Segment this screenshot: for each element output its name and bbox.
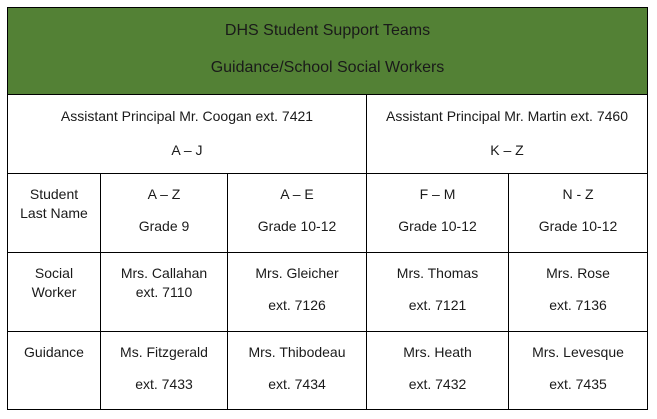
staff-name: Mrs. Levesque <box>532 344 624 360</box>
letter-range: A – Z <box>147 186 181 202</box>
grade-label: Grade 10-12 <box>538 218 618 234</box>
staff-extension: ext. 7136 <box>549 297 607 313</box>
ap-martin-cell <box>367 96 647 173</box>
letter-range: F – M <box>419 186 456 202</box>
letter-range: N - Z <box>562 186 594 202</box>
social-worker-cell <box>228 253 366 331</box>
ap-martin-label: Assistant Principal Mr. Martin ext. 7460 <box>386 108 628 124</box>
staff-extension: ext. 7435 <box>549 376 607 392</box>
letter-range: A – E <box>280 186 314 202</box>
staff-name: Mrs. Thomas <box>396 265 479 281</box>
ap-martin-range: K – Z <box>490 142 524 158</box>
staff-extension: ext. 7432 <box>408 376 467 392</box>
guidance-cell <box>228 332 366 409</box>
table-header <box>8 8 647 95</box>
row-label: Worker <box>31 284 77 300</box>
staff-name: Ms. Fitzgerald <box>120 344 208 360</box>
ap-coogan-range: A – J <box>171 142 203 158</box>
student-range-cell <box>228 174 366 252</box>
student-last-name-header <box>8 174 100 252</box>
row-label: Last Name <box>20 205 88 221</box>
grade-label: Grade 10-12 <box>398 218 477 234</box>
table-title: DHS Student Support Teams <box>224 22 431 39</box>
guidance-header <box>8 332 100 409</box>
social-worker-cell <box>101 253 227 331</box>
row-label: Social <box>34 265 74 281</box>
grade-label: Grade 10-12 <box>257 218 337 234</box>
row-label: Student <box>29 186 79 202</box>
row-label: Guidance <box>24 344 84 360</box>
guidance-cell <box>509 332 647 409</box>
ap-coogan-label: Assistant Principal Mr. Coogan ext. 7421 <box>60 108 314 124</box>
student-range-cell <box>509 174 647 252</box>
grade-label: Grade 9 <box>138 218 190 234</box>
student-support-table <box>7 7 648 410</box>
staff-name: Mrs. Heath <box>403 344 472 360</box>
ap-coogan-cell <box>8 96 366 173</box>
staff-extension: ext. 7433 <box>135 376 193 392</box>
staff-name: Mrs. Gleicher <box>255 265 339 281</box>
staff-name: Mrs. Thibodeau <box>248 344 346 360</box>
student-range-cell <box>101 174 227 252</box>
staff-name: Mrs. Rose <box>546 265 610 281</box>
staff-extension: ext. 7126 <box>268 297 326 313</box>
table-subtitle: Guidance/School Social Workers <box>210 59 445 76</box>
staff-extension: ext. 7121 <box>408 297 467 313</box>
social-worker-cell <box>509 253 647 331</box>
guidance-cell <box>101 332 227 409</box>
staff-name: Mrs. Callahan <box>120 265 208 281</box>
social-worker-cell <box>367 253 508 331</box>
staff-extension: ext. 7110 <box>135 284 193 300</box>
student-range-cell <box>367 174 508 252</box>
guidance-cell <box>367 332 508 409</box>
staff-extension: ext. 7434 <box>268 376 326 392</box>
social-worker-header <box>8 253 100 331</box>
